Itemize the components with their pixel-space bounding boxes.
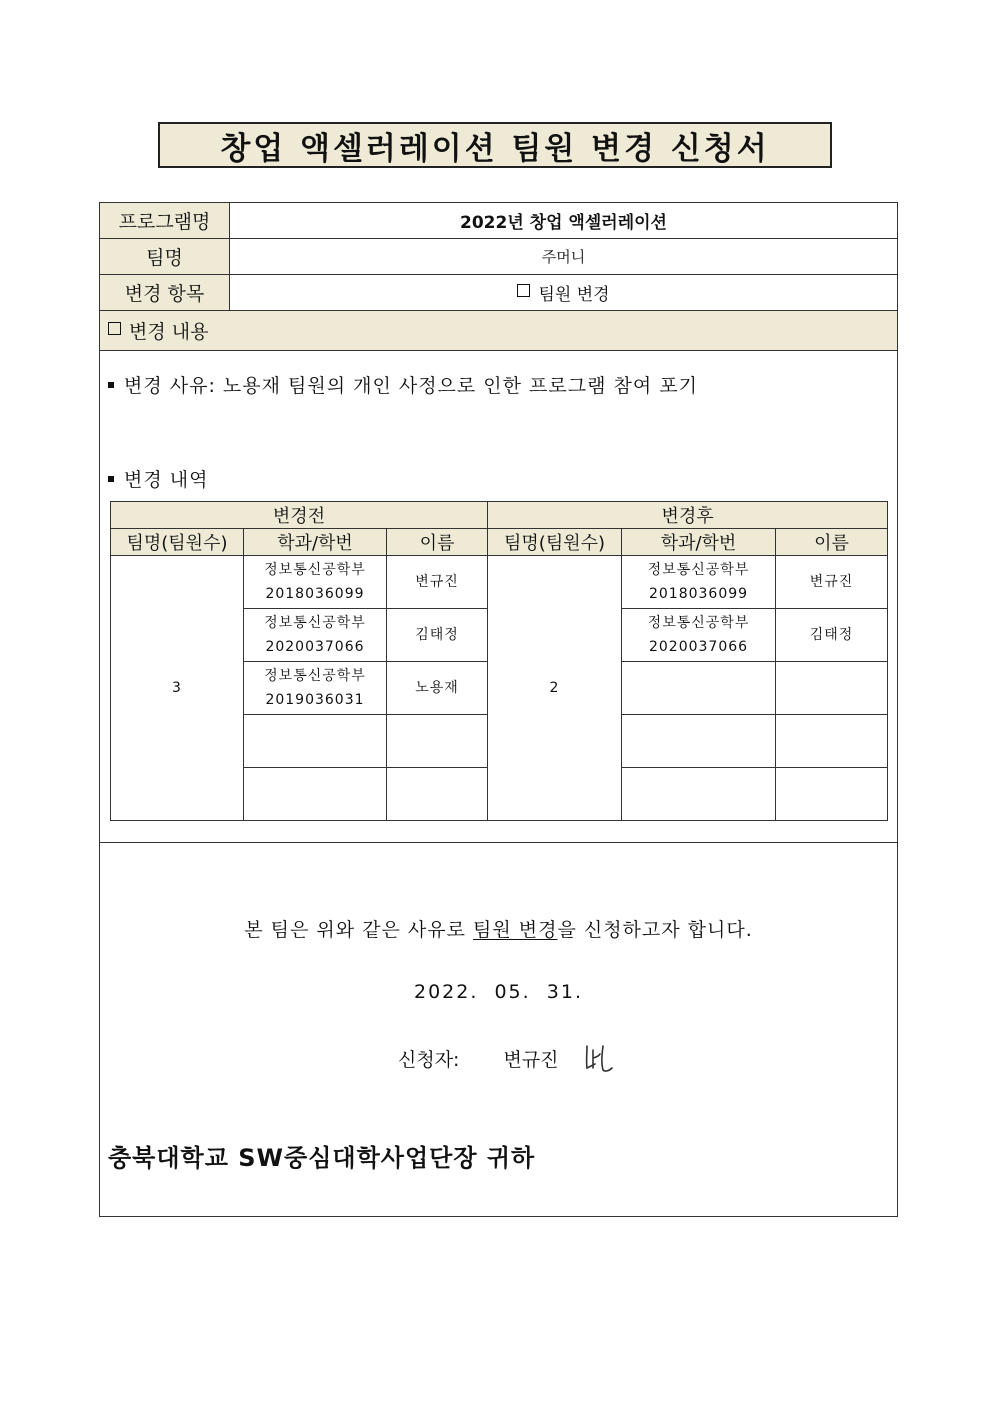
checkbox-icon[interactable] (108, 322, 121, 335)
change-content (100, 351, 897, 843)
statement-underlined: 팀원 변경 (472, 919, 558, 941)
student-id: 2020037066 (265, 639, 365, 655)
before-header: 변경전 (111, 502, 488, 529)
student-id: 2019036031 (265, 692, 365, 708)
checkbox-icon[interactable] (517, 284, 530, 297)
after-dept-id (622, 609, 776, 662)
program-value: 2022년 창업 액셀러레이션 (460, 213, 667, 233)
before-dept-id (244, 662, 387, 715)
column-header: 이름 (776, 529, 888, 556)
program-label: 프로그램명 (100, 203, 230, 238)
after-team-count: 2 (488, 556, 622, 821)
section-header-text: 변경 내용 (129, 321, 209, 343)
signature-section (100, 843, 897, 1216)
table-column-header-row (111, 529, 888, 556)
before-team-count: 3 (111, 556, 244, 821)
after-dept-id (622, 715, 776, 768)
before-name (387, 715, 488, 768)
applicant (398, 1042, 617, 1074)
change-item-label: 변경 항목 (100, 275, 230, 310)
request-statement (100, 915, 897, 942)
bullet-icon (108, 382, 114, 388)
bullet-icon (108, 476, 114, 482)
after-dept-id (622, 662, 776, 715)
application-date: 2022. 05. 31. (414, 981, 583, 1003)
team-label: 팀명 (100, 239, 230, 274)
before-name (387, 768, 488, 821)
dept: 정보통신공학부 (264, 615, 366, 631)
student-id: 2018036099 (265, 586, 365, 602)
column-header: 이름 (387, 529, 488, 556)
before-dept-id (244, 715, 387, 768)
before-dept-id (244, 609, 387, 662)
change-item-row (100, 275, 897, 311)
before-dept-id (244, 556, 387, 609)
column-header: 팀명(팀원수) (488, 529, 622, 556)
document-title-text: 창업 액셀러레이션 팀원 변경 신청서 (220, 130, 770, 167)
student-id: 2020037066 (648, 639, 749, 655)
column-header: 학과/학번 (244, 529, 387, 556)
after-name (776, 768, 888, 821)
section-header (100, 311, 897, 351)
addressee: 충북대학교 SW중심대학사업단장 귀하 (108, 1144, 536, 1172)
dept: 정보통신공학부 (264, 668, 366, 684)
dept: 정보통신공학부 (647, 562, 750, 578)
program-row (100, 203, 897, 239)
applicant-label: 신청자: (398, 1048, 460, 1071)
applicant-name: 변규진 (503, 1048, 559, 1071)
column-header: 팀명(팀원수) (111, 529, 244, 556)
after-header: 변경후 (488, 502, 888, 529)
after-name: 변규진 (776, 556, 888, 609)
document-title (158, 122, 832, 168)
change-item-value-wrap (230, 275, 897, 310)
statement-prefix: 본 팀은 위와 같은 사유로 (244, 919, 473, 941)
before-name: 김태정 (387, 609, 488, 662)
after-name: 김태정 (776, 609, 888, 662)
change-item-value: 팀원 변경 (538, 285, 610, 305)
change-table (110, 501, 888, 821)
after-dept-id (622, 768, 776, 821)
after-name (776, 662, 888, 715)
after-dept-id (622, 556, 776, 609)
before-dept-id (244, 768, 387, 821)
table-row (111, 556, 888, 609)
signature-image (581, 1042, 617, 1074)
change-details-text: 변경 내역 (124, 469, 209, 491)
after-name (776, 715, 888, 768)
change-reason (108, 371, 698, 398)
student-id: 2018036099 (648, 586, 749, 602)
change-reason-text: 변경 사유: 노용재 팀원의 개인 사정으로 인한 프로그램 참여 포기 (124, 375, 698, 397)
change-details-label (108, 465, 208, 492)
dept: 정보통신공학부 (647, 615, 750, 631)
column-header: 학과/학번 (622, 529, 776, 556)
before-name: 노용재 (387, 662, 488, 715)
table-group-header-row (111, 502, 888, 529)
statement-suffix: 을 신청하고자 합니다. (557, 919, 753, 941)
team-row (100, 239, 897, 275)
before-name: 변규진 (387, 556, 488, 609)
team-value: 주머니 (541, 248, 586, 266)
dept: 정보통신공학부 (264, 562, 366, 578)
application-form (99, 202, 898, 1217)
